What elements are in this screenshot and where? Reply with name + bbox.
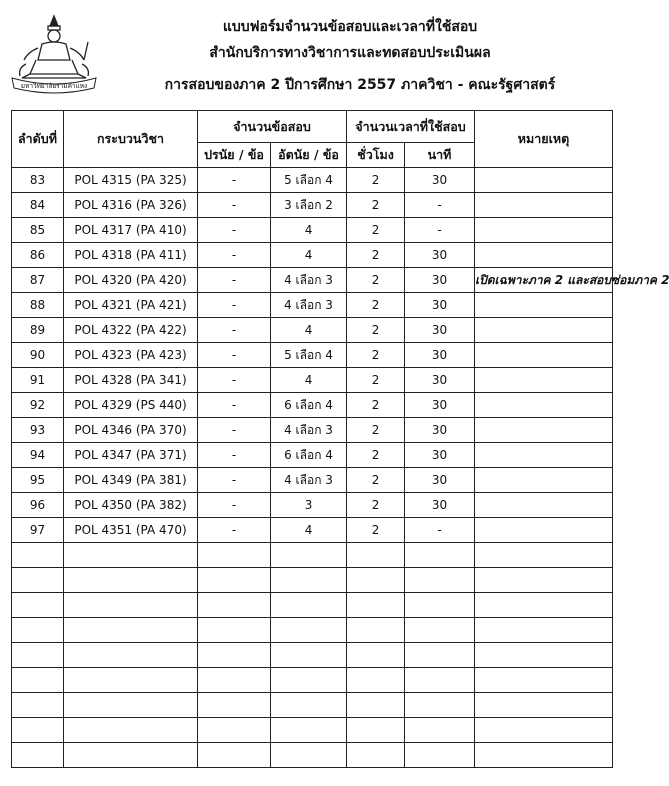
row-minutes: 30 (405, 343, 475, 368)
table-body (12, 168, 669, 768)
row-note (475, 318, 613, 343)
blank-cell (475, 668, 613, 693)
blank-cell (12, 743, 64, 768)
blank-cell (347, 568, 405, 593)
blank-cell (198, 643, 271, 668)
row-essay-count: 3 (271, 493, 347, 518)
row-essay-count: 4 เลือก 3 (271, 293, 347, 318)
row-minutes: - (405, 218, 475, 243)
row-number: 87 (12, 268, 64, 293)
row-subject: POL 4317 (PA 410) (64, 218, 198, 243)
blank-cell (405, 543, 475, 568)
row-minutes: - (405, 193, 475, 218)
row-subject: POL 4351 (PA 470) (64, 518, 198, 543)
row-hours: 2 (347, 343, 405, 368)
blank-cell (475, 568, 613, 593)
row-mc-count: - (198, 468, 271, 493)
blank-cell (271, 668, 347, 693)
row-minutes: 30 (405, 468, 475, 493)
blank-cell (475, 718, 613, 743)
blank-cell (347, 593, 405, 618)
row-number: 86 (12, 243, 64, 268)
row-subject: POL 4329 (PS 440) (64, 393, 198, 418)
row-essay-count: 4 (271, 243, 347, 268)
row-number: 84 (12, 193, 64, 218)
blank-cell (271, 643, 347, 668)
col-hours-header: ชั่วโมง (347, 143, 405, 168)
row-mc-count: - (198, 518, 271, 543)
blank-row (12, 618, 613, 643)
row-minutes: - (405, 518, 475, 543)
blank-cell (405, 743, 475, 768)
row-hours: 2 (347, 493, 405, 518)
row-number: 97 (12, 518, 64, 543)
row-note (475, 493, 613, 518)
blank-cell (64, 593, 198, 618)
table-row (12, 343, 613, 368)
blank-row (12, 668, 613, 693)
blank-cell (198, 568, 271, 593)
table-row (12, 193, 613, 218)
row-mc-count: - (198, 493, 271, 518)
row-note (475, 468, 613, 493)
exam-info: การสอบของภาค 2 ปีการศึกษา 2557 ภาควิชา - คณะรัฐศาสตร์ (164, 77, 556, 93)
blank-cell (64, 743, 198, 768)
col-count-header: จำนวนข้อสอบ (198, 111, 347, 143)
row-number: 85 (12, 218, 64, 243)
blank-cell (475, 543, 613, 568)
col-mc-header: ปรนัย / ข้อ (198, 143, 271, 168)
row-essay-count: 5 เลือก 4 (271, 168, 347, 193)
blank-cell (405, 643, 475, 668)
row-minutes: 30 (405, 243, 475, 268)
blank-cell (475, 693, 613, 718)
row-subject: POL 4321 (PA 421) (64, 293, 198, 318)
row-essay-count: 3 เลือก 2 (271, 193, 347, 218)
row-hours: 2 (347, 418, 405, 443)
blank-cell (12, 543, 64, 568)
blank-cell (405, 693, 475, 718)
blank-cell (271, 543, 347, 568)
row-mc-count: - (198, 343, 271, 368)
row-subject: POL 4322 (PA 422) (64, 318, 198, 343)
row-number: 89 (12, 318, 64, 343)
table-row (12, 493, 613, 518)
row-minutes: 30 (405, 293, 475, 318)
col-no-header: ลำดับที่ (12, 111, 64, 168)
logo-text: มหาวิทยาลัยรามคำแหง (20, 82, 88, 90)
blank-cell (271, 618, 347, 643)
form-title: แบบฟอร์มจำนวนข้อสอบและเวลาที่ใช้สอบ (222, 19, 478, 35)
row-mc-count: - (198, 193, 271, 218)
row-note (475, 243, 613, 268)
row-note (475, 343, 613, 368)
blank-cell (12, 693, 64, 718)
blank-cell (12, 643, 64, 668)
row-number: 88 (12, 293, 64, 318)
table-row (12, 443, 613, 468)
row-note (475, 418, 613, 443)
row-number: 90 (12, 343, 64, 368)
blank-cell (198, 593, 271, 618)
blank-row (12, 643, 613, 668)
row-mc-count: - (198, 443, 271, 468)
row-note (475, 393, 613, 418)
blank-cell (12, 718, 64, 743)
blank-cell (405, 618, 475, 643)
blank-cell (271, 568, 347, 593)
table-row (12, 418, 613, 443)
row-essay-count: 6 เลือก 4 (271, 393, 347, 418)
row-essay-count: 4 เลือก 3 (271, 418, 347, 443)
blank-cell (271, 693, 347, 718)
blank-cell (198, 618, 271, 643)
row-mc-count: - (198, 368, 271, 393)
row-note (475, 168, 613, 193)
blank-cell (198, 668, 271, 693)
row-essay-count: 4 (271, 368, 347, 393)
blank-cell (12, 568, 64, 593)
blank-cell (347, 543, 405, 568)
row-hours: 2 (347, 443, 405, 468)
table-row (12, 318, 613, 343)
blank-cell (64, 693, 198, 718)
university-logo (8, 12, 100, 94)
row-subject: POL 4323 (PA 423) (64, 343, 198, 368)
row-mc-count: - (198, 318, 271, 343)
row-mc-count: - (198, 393, 271, 418)
row-subject: POL 4349 (PA 381) (64, 468, 198, 493)
blank-cell (198, 743, 271, 768)
col-time-header: จำนวนเวลาที่ใช้สอบ (347, 111, 475, 143)
row-hours: 2 (347, 393, 405, 418)
row-hours: 2 (347, 243, 405, 268)
blank-cell (405, 568, 475, 593)
row-essay-count: 5 เลือก 4 (271, 343, 347, 368)
blank-cell (475, 593, 613, 618)
table-row (12, 368, 613, 393)
row-mc-count: - (198, 293, 271, 318)
blank-cell (475, 618, 613, 643)
row-number: 94 (12, 443, 64, 468)
row-mc-count: - (198, 418, 271, 443)
row-note (475, 193, 613, 218)
row-hours: 2 (347, 368, 405, 393)
blank-cell (64, 618, 198, 643)
blank-cell (347, 693, 405, 718)
blank-row (12, 693, 613, 718)
row-number: 91 (12, 368, 64, 393)
row-note (475, 293, 613, 318)
row-hours: 2 (347, 168, 405, 193)
table-row (12, 218, 613, 243)
row-subject: POL 4347 (PA 371) (64, 443, 198, 468)
row-number: 83 (12, 168, 64, 193)
row-number: 96 (12, 493, 64, 518)
exam-table (11, 110, 669, 768)
col-note-header: หมายเหตุ (475, 111, 613, 168)
blank-cell (12, 668, 64, 693)
row-essay-count: 4 (271, 218, 347, 243)
blank-cell (64, 718, 198, 743)
office-name: สำนักบริการทางวิชาการและทดสอบประเมินผล (209, 45, 491, 61)
blank-cell (12, 593, 64, 618)
row-essay-count: 4 เลือก 3 (271, 268, 347, 293)
row-minutes: 30 (405, 268, 475, 293)
row-hours: 2 (347, 293, 405, 318)
row-note (475, 518, 613, 543)
table-row (12, 393, 613, 418)
row-note: เปิดเฉพาะภาค 2 และสอบซ่อมภาค 2 (475, 268, 613, 293)
row-hours: 2 (347, 518, 405, 543)
blank-cell (405, 718, 475, 743)
table-row (12, 468, 613, 493)
blank-cell (198, 718, 271, 743)
row-essay-count: 4 เลือก 3 (271, 468, 347, 493)
table-row (12, 168, 613, 193)
table-row (12, 268, 613, 293)
row-essay-count: 4 (271, 518, 347, 543)
blank-cell (347, 668, 405, 693)
blank-cell (64, 543, 198, 568)
row-note (475, 218, 613, 243)
blank-row (12, 743, 613, 768)
row-hours: 2 (347, 318, 405, 343)
blank-cell (475, 743, 613, 768)
blank-cell (12, 618, 64, 643)
row-subject: POL 4318 (PA 411) (64, 243, 198, 268)
row-hours: 2 (347, 193, 405, 218)
blank-cell (347, 618, 405, 643)
row-hours: 2 (347, 268, 405, 293)
blank-cell (64, 668, 198, 693)
blank-cell (198, 693, 271, 718)
blank-row (12, 593, 613, 618)
blank-cell (347, 743, 405, 768)
row-subject: POL 4350 (PA 382) (64, 493, 198, 518)
blank-cell (347, 718, 405, 743)
row-minutes: 30 (405, 418, 475, 443)
col-subject-header: กระบวนวิชา (64, 111, 198, 168)
blank-cell (405, 668, 475, 693)
row-minutes: 30 (405, 493, 475, 518)
row-hours: 2 (347, 468, 405, 493)
row-mc-count: - (198, 218, 271, 243)
table-row (12, 293, 613, 318)
blank-cell (271, 718, 347, 743)
row-hours: 2 (347, 218, 405, 243)
row-number: 92 (12, 393, 64, 418)
row-number: 95 (12, 468, 64, 493)
row-subject: POL 4316 (PA 326) (64, 193, 198, 218)
row-mc-count: - (198, 168, 271, 193)
row-subject: POL 4315 (PA 325) (64, 168, 198, 193)
blank-cell (198, 543, 271, 568)
row-minutes: 30 (405, 443, 475, 468)
row-number: 93 (12, 418, 64, 443)
blank-cell (271, 743, 347, 768)
row-mc-count: - (198, 243, 271, 268)
row-essay-count: 6 เลือก 4 (271, 443, 347, 468)
blank-cell (475, 643, 613, 668)
col-essay-header: อัตนัย / ข้อ (271, 143, 347, 168)
row-subject: POL 4328 (PA 341) (64, 368, 198, 393)
blank-cell (271, 593, 347, 618)
table-row (12, 243, 613, 268)
blank-cell (405, 593, 475, 618)
row-mc-count: - (198, 268, 271, 293)
row-subject: POL 4320 (PA 420) (64, 268, 198, 293)
blank-row (12, 718, 613, 743)
row-note (475, 368, 613, 393)
row-minutes: 30 (405, 168, 475, 193)
blank-cell (64, 568, 198, 593)
col-minutes-header: นาที (405, 143, 475, 168)
row-minutes: 30 (405, 318, 475, 343)
row-subject: POL 4346 (PA 370) (64, 418, 198, 443)
blank-row (12, 568, 613, 593)
row-essay-count: 4 (271, 318, 347, 343)
blank-cell (347, 643, 405, 668)
row-note (475, 443, 613, 468)
row-minutes: 30 (405, 368, 475, 393)
row-minutes: 30 (405, 393, 475, 418)
blank-cell (64, 643, 198, 668)
blank-row (12, 543, 613, 568)
table-row (12, 518, 613, 543)
